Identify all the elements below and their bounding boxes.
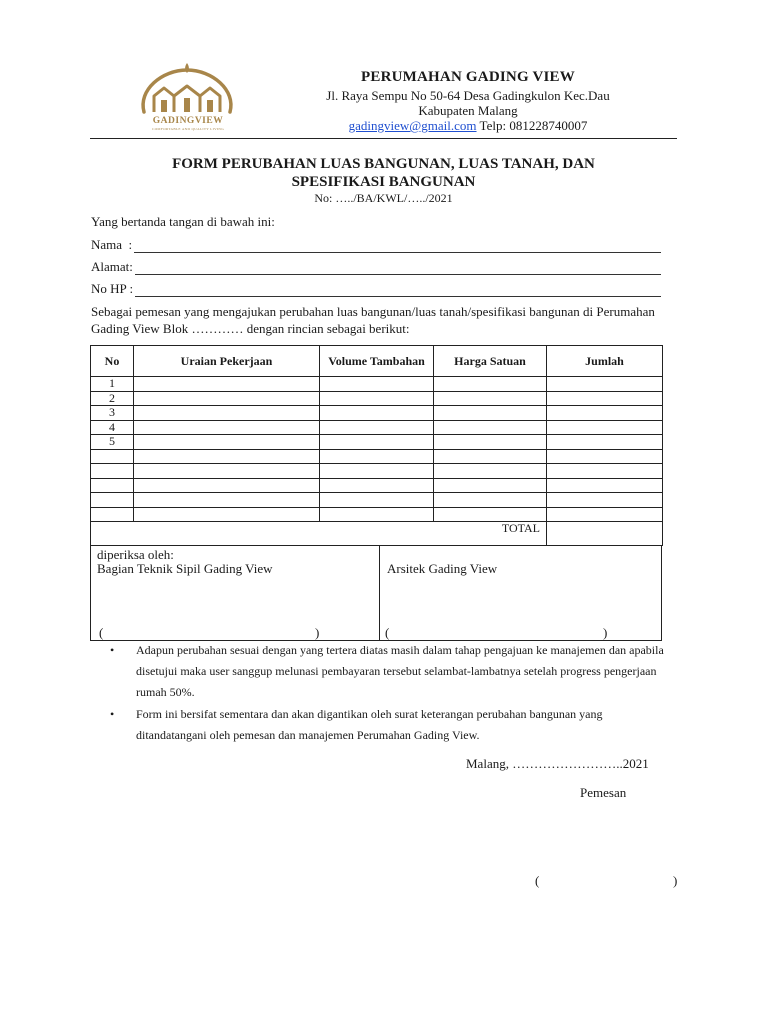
volume-cell[interactable]: [320, 435, 434, 450]
bullet-icon: •: [110, 707, 115, 721]
uraian-cell[interactable]: [134, 478, 320, 493]
list-item: [108, 640, 673, 703]
row-number: [91, 449, 134, 464]
architect-label: Arsitek Gading View: [387, 561, 498, 576]
row-number: 4: [91, 420, 134, 435]
header-volume: Volume Tambahan: [320, 346, 434, 377]
signature-divider: [379, 545, 380, 640]
jumlah-cell[interactable]: [547, 507, 663, 522]
jumlah-cell[interactable]: [547, 420, 663, 435]
list-item: [108, 704, 673, 746]
row-number: 2: [91, 391, 134, 406]
row-number: [91, 507, 134, 522]
architect-signature-close: ): [603, 625, 608, 640]
table-row: [91, 464, 663, 479]
uraian-cell[interactable]: [134, 406, 320, 421]
nama-line[interactable]: [134, 242, 661, 253]
harga-cell[interactable]: [434, 478, 547, 493]
volume-cell[interactable]: [320, 478, 434, 493]
table-row: [91, 493, 663, 508]
jumlah-cell[interactable]: [547, 493, 663, 508]
row-number: 3: [91, 406, 134, 421]
table-row: [91, 391, 663, 406]
harga-cell[interactable]: [434, 406, 547, 421]
alamat-field[interactable]: [91, 259, 661, 275]
company-contact: [280, 118, 656, 134]
nama-label: Nama :: [91, 237, 133, 252]
uraian-cell[interactable]: [134, 435, 320, 450]
note-text: Form ini bersifat sementara dan akan digantikan oleh surat keterangan perubahan bangunan yang ditandatangani oleh pemesan dan manajemen Perumahan Gading View.: [136, 707, 603, 742]
signature-box: [90, 545, 662, 641]
header-harga: Harga Satuan: [434, 346, 547, 377]
total-cell[interactable]: [547, 522, 663, 546]
row-number: [91, 464, 134, 479]
volume-cell[interactable]: [320, 449, 434, 464]
table-row: [91, 377, 663, 392]
jumlah-cell[interactable]: [547, 464, 663, 479]
uraian-cell[interactable]: [134, 507, 320, 522]
logo-wordmark: GADINGVIEW: [152, 116, 224, 126]
description-paragraph: Sebagai pemesan yang mengajukan perubahan luas bangunan/luas tanah/spesifikasi bangunan di Perumahan Gading View Blok ………… dengan rincian sebagai berikut:: [91, 304, 655, 336]
bullet-icon: •: [110, 643, 115, 657]
form-title-line2: SPESIFIKASI BANGUNAN: [291, 174, 476, 190]
table-row: [91, 507, 663, 522]
volume-cell[interactable]: [320, 406, 434, 421]
hp-label: No HP :: [91, 281, 134, 296]
harga-cell[interactable]: [434, 391, 547, 406]
harga-cell[interactable]: [434, 420, 547, 435]
company-phone: Telp: 081228740007: [479, 118, 588, 133]
total-row: [91, 522, 663, 546]
company-name: PERUMAHAN GADING VIEW: [361, 69, 575, 85]
row-number: [91, 493, 134, 508]
company-address: Jl. Raya Sempu No 50-64 Desa Gadingkulon Kec.Dau: [326, 88, 610, 103]
jumlah-cell[interactable]: [547, 478, 663, 493]
civil-signature-close: ): [315, 625, 320, 640]
jumlah-cell[interactable]: [547, 391, 663, 406]
harga-cell[interactable]: [434, 464, 547, 479]
total-label: TOTAL: [91, 522, 547, 546]
items-table: [90, 345, 663, 546]
harga-cell[interactable]: [434, 507, 547, 522]
checked-by-label: diperiksa oleh:: [97, 547, 174, 562]
volume-cell[interactable]: [320, 391, 434, 406]
hp-field[interactable]: [91, 281, 661, 297]
jumlah-cell[interactable]: [547, 435, 663, 450]
table-row: [91, 435, 663, 450]
hp-line[interactable]: [135, 286, 661, 297]
header-divider: [90, 138, 677, 139]
header-no: No: [91, 346, 134, 377]
note-text: Adapun perubahan sesuai dengan yang tertera diatas masih dalam tahap pengajuan ke manajemen dan apabila disetujui maka user sanggup melunasi pembayaran tersebut selambat-lambatnya setelah progress pengerjaan rumah 50%.: [136, 643, 664, 699]
row-number: 5: [91, 435, 134, 450]
table-row: [91, 449, 663, 464]
date-line: Malang, ……………………..2021: [466, 756, 649, 771]
alamat-line[interactable]: [135, 264, 661, 275]
harga-cell[interactable]: [434, 435, 547, 450]
table-row: [91, 478, 663, 493]
volume-cell[interactable]: [320, 507, 434, 522]
uraian-cell[interactable]: [134, 493, 320, 508]
logo-tagline: COMFORTABLE AND QUALITY LIVING: [151, 127, 225, 131]
notes-list: [108, 640, 673, 747]
harga-cell[interactable]: [434, 493, 547, 508]
signer-signature-close: ): [673, 873, 678, 888]
alamat-label: Alamat:: [91, 259, 133, 274]
nama-field[interactable]: [91, 237, 661, 253]
architect-signature-open: (: [385, 625, 390, 640]
row-number: 1: [91, 377, 134, 392]
table-row: [91, 420, 663, 435]
volume-cell[interactable]: [320, 493, 434, 508]
volume-cell[interactable]: [320, 464, 434, 479]
intro-text: Yang bertanda tangan di bawah ini:: [91, 214, 275, 229]
uraian-cell[interactable]: [134, 377, 320, 392]
company-regency: Kabupaten Malang: [418, 103, 518, 118]
signer-signature-open: (: [535, 873, 540, 888]
uraian-cell[interactable]: [134, 464, 320, 479]
email-link[interactable]: gadingview@gmail.com: [348, 118, 477, 133]
signer-label: Pemesan: [580, 785, 627, 800]
form-number: No: …../BA/KWL/…../2021: [314, 191, 453, 205]
uraian-cell[interactable]: [134, 391, 320, 406]
header-uraian: Uraian Pekerjaan: [134, 346, 320, 377]
table-row: [91, 406, 663, 421]
volume-cell[interactable]: [320, 420, 434, 435]
table-header-row: [91, 346, 663, 377]
volume-cell[interactable]: [320, 377, 434, 392]
civil-signature-open: (: [99, 625, 104, 640]
harga-cell[interactable]: [434, 449, 547, 464]
uraian-cell[interactable]: [134, 449, 320, 464]
harga-cell[interactable]: [434, 377, 547, 392]
form-title-line1: FORM PERUBAHAN LUAS BANGUNAN, LUAS TANAH, DAN: [172, 156, 595, 172]
jumlah-cell[interactable]: [547, 449, 663, 464]
jumlah-cell[interactable]: [547, 377, 663, 392]
header-jumlah: Jumlah: [547, 346, 663, 377]
jumlah-cell[interactable]: [547, 406, 663, 421]
uraian-cell[interactable]: [134, 420, 320, 435]
row-number: [91, 478, 134, 493]
civil-engineering-label: Bagian Teknik Sipil Gading View: [97, 561, 273, 576]
